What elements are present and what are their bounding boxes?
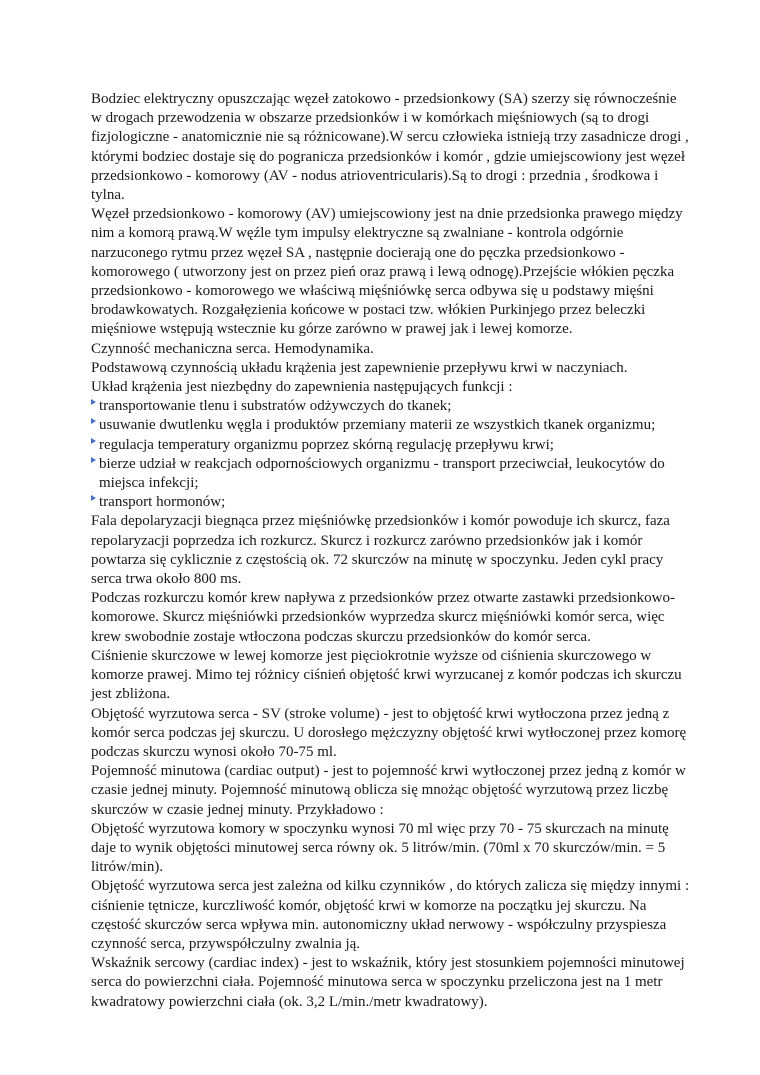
paragraph-sa-node: Bodziec elektryczny opuszczając węzeł zatokowo - przedsionkowy (SA) szerzy się równocześnie w drogach przewodzenia w obszarze przedsionków i w komórkach mięśniowych (są to drogi fizjologiczne - anatomicznie nie są różnicowane).W sercu człowieka istnieją trzy zasadnicze drogi , którymi bodziec dostaje się do pogranicza przedsionków i komór , gdzie umiejscowiony jest węzeł przedsionkowo - komorowy (AV - nodus atrioventricularis).Są to drogi : przednia , środkowa i tylna. <box>91 91 689 204</box>
list-item: regulacja temperatury organizmu poprzez skórną regulację przepływu krwi; <box>91 436 691 455</box>
list-item: transportowanie tlenu i substratów odżywczych do tkanek; <box>91 397 691 416</box>
paragraph-stroke-volume-factors: Objętość wyrzutowa serca jest zależna od kilku czynników , do których zalicza się między innymi : ciśnienie tętnicze, kurczliwość komór, objętość krwi w komorze na początku jej skurczu. Na częstość skurczów serca wpływa min. autonomiczny układ nerwowy - współczulny przyspiesza czynność serca, przywspółczulny zwalnia ją. <box>91 878 690 952</box>
triangle-bullet-icon <box>91 438 96 444</box>
functions-list <box>91 397 691 512</box>
triangle-bullet-icon <box>91 457 96 463</box>
paragraph-stroke-volume: Objętość wyrzutowa serca - SV (stroke volume) - jest to objętość krwi wytłoczona przez jedną z komór serca podczas jej skurczu. U dorosłego mężczyzny objętość krwi wytłoczonej przez komorę podczas skurczu wynosi około 70-75 ml. <box>91 705 687 760</box>
paragraph-circulation-basic: Podstawową czynnością układu krążenia jest zapewnienie przepływu krwi w naczyniach. <box>91 359 628 376</box>
paragraph-cardiac-index: Wskaźnik sercowy (cardiac index) - jest to wskaźnik, który jest stosunkiem pojemności minutowej serca do powierzchni ciała. Pojemność minutowa serca w spoczynku przeliczona jest na 1 metr kwadratowy powierzchni ciała (ok. 3,2 L/min./metr kwadratowy). <box>91 955 685 1010</box>
triangle-bullet-icon <box>91 399 96 405</box>
triangle-bullet-icon <box>91 418 96 424</box>
paragraph-av-node: Węzeł przedsionkowo - komorowy (AV) umiejscowiony jest na dnie przedsionka prawego między nim a komorą prawą.W węźle tym impulsy elektryczne są zwalniane - kontrola odgórnie narzuconego rytmu przez węzeł SA , następnie docierają one do pęczka przedsionkowo - komorowego ( utworzony jest on przez pień oraz prawą i lewą odnogę).Przejście włókien pęczka przedsionkowo - komorowego we właściwą mięśniówkę serca odbywa się u podstawy mięśni brodawkowatych. Rozgałęzienia końcowe w postaci tzw. włókien Purkinjego przez beleczki mięśniowe wstępują wstecznie ku górze zarówno w prawej jak i lewej komorze. <box>91 206 683 338</box>
triangle-bullet-icon <box>91 495 96 501</box>
document-page <box>91 90 691 1012</box>
paragraph-systolic-pressure: Ciśnienie skurczowe w lewej komorze jest pięciokrotnie wyższe od ciśnienia skurczowego w komorze prawej. Mimo tej różnicy ciśnień objętość krwi wyrzucanej z komór podczas ich skurczu jest zbliżona. <box>91 647 682 703</box>
list-item: transport hormonów; <box>91 493 691 512</box>
paragraph-cardiac-output: Pojemność minutowa (cardiac output) - jest to pojemność krwi wytłoczonej przez jedną z komór w czasie jednej minuty. Pojemność minutową oblicza się mnożąc objętość wyrzutową przez liczbę skurczów w czasie jednej minuty. Przykładowo : <box>91 763 686 818</box>
paragraph-depolarization: Fala depolaryzacji biegnąca przez mięśniówkę przedsionków i komór powoduje ich skurcz, faza repolaryzacji poprzedza ich rozkurcz. Skurcz i rozkurcz zarówno przedsionków jak i komór powtarza się cyklicznie z częstością ok. 72 skurczów na minutę w spoczynku. Jeden cykl pracy serca trwa około 800 ms. <box>91 513 670 588</box>
section-heading-hemodynamics: Czynność mechaniczna serca. Hemodynamika. <box>91 340 374 357</box>
paragraph-ventricular-filling: Podczas rozkurczu komór krew napływa z przedsionków przez otwarte zastawki przedsionkowo-komorowe. Skurcz mięśniówki przedsionków wyprzedza skurcz mięśniówki komór serca, więc krew swobodnie zostaje wtłoczona podczas skurczu przedsionków do komór serca. <box>91 590 675 645</box>
paragraph-example-calculation: Objętość wyrzutowa komory w spoczynku wynosi 70 ml więc przy 70 - 75 skurczach na minutę daje to wynik objętości minutowej serca równy ok. 5 litrów/min. (70ml x 70 skurczów/min. = 5 litrów/min). <box>91 820 669 876</box>
paragraph-functions-intro: Układ krążenia jest niezbędny do zapewnienia następujących funkcji : <box>91 379 513 396</box>
list-item: usuwanie dwutlenku węgla i produktów przemiany materii ze wszystkich tkanek organizmu; <box>91 416 691 435</box>
list-item: bierze udział w reakcjach odpornościowych organizmu - transport przeciwciał, leukocytów do miejsca infekcji; <box>91 455 691 493</box>
